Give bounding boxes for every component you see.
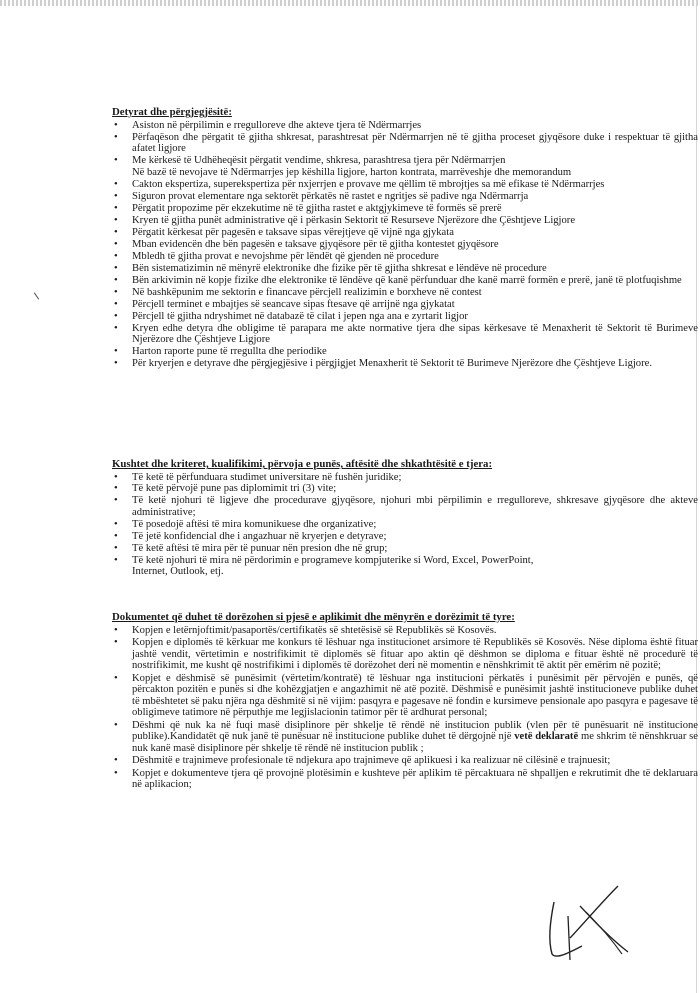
documents-heading: Dokumentet që duhet të dorëzohen si pjesë e aplikimit dhe mënyrën e dorëzimit të tyre: [112,611,515,623]
documents-section [112,612,698,792]
list-item: • Përgatit propozime për ekzekutime në të gjitha rastet e aktgjykimeve të formës së prerë [112,203,698,215]
list-item: • Përfaqëson dhe përgatit të gjitha shkresat, parashtresat për Ndërmarrjen në të gjitha proceset gjyqësore duke i respektuar të gjitha afatet ligjore [112,132,698,155]
list-item: • Të ketë të përfunduara studimet universitare në fushën juridike; [112,472,698,484]
list-item [112,555,698,578]
duties-list [112,120,698,370]
list-item: • Asiston në përpilimin e rregulloreve dhe akteve tjera të Ndërmarrjes [112,120,698,132]
requirements-list [112,472,698,578]
list-item-text: Dëshmi që nuk ka në fuqi masë disiplinore për shkelje të rëndë në institucion publik (vlen për të punësuarit në institucione publike).Kandidatët që nuk janë të punësuar në institucione publike duhet të dërgojnë një [132,719,698,743]
list-item: • Kryen edhe detyra dhe obligime të parapara me akte normative tjera dhe sipas kërkesave të Menaxherit të Sektorit të Burimeve Njerëzore dhe Çështjeve Ligjore [112,323,698,346]
list-item: • Bën sistematizimin në mënyrë elektronike dhe fizike për të gjitha shkresat e lëndëve në procedure [112,263,698,275]
documents-list [112,625,698,791]
list-item: • Përcjell të gjitha ndryshimet në databazë të cilat i jepen nga ana e zyrtarit ligjor [112,311,698,323]
list-item: • Cakton ekspertiza, superekspertiza për nxjerrjen e provave me qëllim të mbrojtjes sa më efikase të Ndërmarrjes [112,179,698,191]
list-item: • Bën arkivimin në kopje fizike dhe elektronike të lëndëve që kanë përfunduar dhe kanë marrë formën e prerë, janë të plotfuqishme [112,275,698,287]
list-item: • Përgatit kërkesat për pagesën e taksave sipas vërejtjeve që vijnë nga gjykata [112,227,698,239]
list-item: • Kryen të gjitha punët administrative që i përkasin Sektorit të Resurseve Njerëzore dhe Çështjeve Ligjore [112,215,698,227]
list-item: • Siguron provat elementare nga sektorët përkatës në rastet e ngritjes së padive nga Ndërmarrja [112,191,698,203]
list-item: • Të posedojë aftësi të mira komunikuese dhe organizative; [112,519,698,531]
list-item: • Harton raporte pune të rregullta dhe periodike [112,346,698,358]
list-item-text: • Të ketë njohuri të mira në përdorimin e programeve kompjuterike si Word, Excel, PowerPoint, [132,554,534,566]
list-item: • Dëshmitë e trajnimeve profesionale të ndjekura apo trajnimeve që aplikuesi i ka realizuar në cilësinë e trajnuesit; [112,755,698,767]
list-item [112,720,698,755]
list-item: • Të ketë njohuri të ligjeve dhe procedurave gjyqësore, njohuri mbi përpilimin e rregulloreve, shkresave gjyqësore dhe akteve administrative; [112,495,698,518]
list-item: • Kopjen e letërnjoftimit/pasaportës/certifikatës së shtetësisë së Republikës së Kosovës. [112,625,698,637]
duties-section [112,107,698,370]
list-item: • Në bashkëpunim me sektorin e financave përcjell realizimin e borxheve në contest [112,287,698,299]
list-item: • Të ketë aftësi të mira për të punuar nën presion dhe në grup; [112,543,698,555]
list-item: • Kopjen e diplomës të kërkuar me konkurs të lëshuar nga institucionet arsimore të Republikës së Kosovës. Nëse diploma është fituar jashtë vendit, vërtetimin e nostrifikimit të diplomës së fituar apo aktin që dëshmon se diploma e fituar është në procedurë të nostrifikimit, me kusht që nostrifikimi i diplomës të dorëzohet deri në momentin e nënshkrimit të aktit për emërim në pozitë; [112,637,698,672]
list-item: • Të ketë përvojë pune pas diplomimit tri (3) vite; [112,483,698,495]
list-item: • Kopjet e dëshmisë së punësimit (vërtetim/kontratë) të lëshuar nga institucioni përkatës i punësimit për përvojën e punës, që përcakton pozitën e punës si dhe kohëzgjatjen e angazhimit në atë pozitë. Dëshmisë e punësimit jashtë institucioneve publike duhet të mbështetet së paku njëra nga dëshmitë si në vijim: pasqyra e pagesave në fondin e kursimeve pensionale apo pasqyra e pagesave të obligimeve tatimore në përputhje me legjislacionin tatimor për të ardhurat personal; [112,673,698,719]
duties-heading: Detyrat dhe përgjegjësitë: [112,106,232,118]
list-item-continuation: Në bazë të nevojave të Ndërmarrjes jep këshilla ligjore, harton kontrata, marrëveshje dhe memorandum [132,166,572,178]
requirements-section [112,459,698,578]
scan-top-edge [0,0,700,6]
list-item: • Për kryerjen e detyrave dhe përgjegjësive i përgjigjet Menaxherit të Sektorit të Burimeve Njerëzore dhe Çështjeve Ligjore. [112,358,698,370]
bold-phrase: vetë deklaratë [514,731,579,743]
list-item [112,155,698,178]
list-item-tail: me shkrim të nënshkruar se nuk kanë masë disiplinore për shkelje të rëndë në institucion publik ; [132,731,698,754]
list-item: • Mbledh të gjitha provat e nevojshme për lëndët që gjenden në procedure [112,251,698,263]
handwritten-signature [540,882,650,962]
list-item: • Mban evidencën dhe bën pagesën e taksave gjyqësore për të gjitha kontestet gjyqësore [112,239,698,251]
stray-scan-mark [34,292,39,299]
list-item: • Përcjell terminet e mbajtjes së seancave sipas ftesave që arrijnë nga gjykatat [112,299,698,311]
list-item: • Të jetë konfidencial dhe i angazhuar në kryerjen e detyrave; [112,531,698,543]
list-item-continuation: Internet, Outlook, etj. [132,566,224,578]
list-item-text: • Me kërkesë të Udhëheqësit përgatit vendime, shkresa, parashtresa tjera për Ndërmarrjen [132,155,506,167]
list-item: • Kopjet e dokumenteve tjera që provojnë plotësimin e kushteve për aplikim të përcaktuara në shpalljen e rekrutimit dhe të deklaruara në aplikacion; [112,768,698,791]
requirements-heading: Kushtet dhe kriteret, kualifikimi, përvoja e punës, aftësitë dhe shkathtësitë e tjera: [112,458,493,470]
